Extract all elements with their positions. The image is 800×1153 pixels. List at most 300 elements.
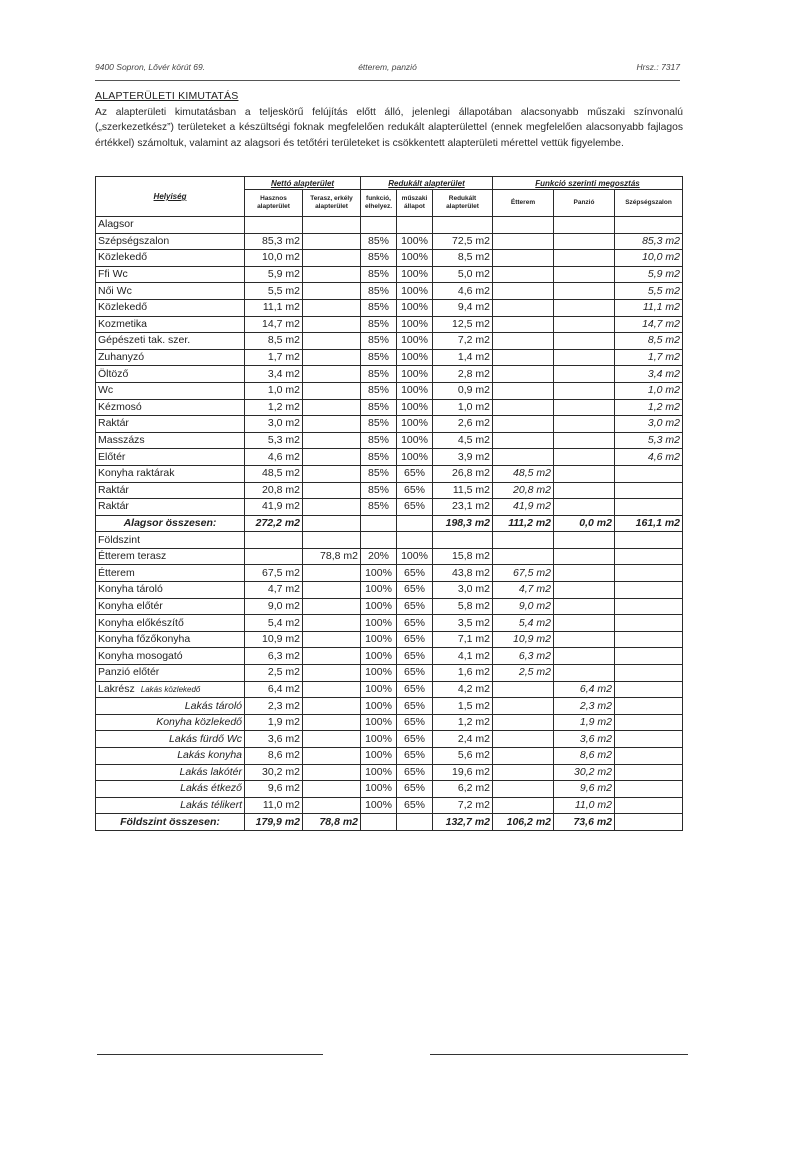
column-header: Szépségszalon <box>615 190 683 217</box>
room-name: Konyha raktárak <box>96 465 245 482</box>
cell-etterem: 2,5 m2 <box>493 665 554 682</box>
cell-terasz <box>303 333 361 350</box>
cell-redukalt: 1,5 m2 <box>433 698 493 715</box>
cell-panzio <box>554 615 615 632</box>
cell-panzio <box>554 349 615 366</box>
cell-etterem: 9,0 m2 <box>493 598 554 615</box>
cell-etterem: 4,7 m2 <box>493 582 554 599</box>
cell-etterem <box>493 233 554 250</box>
room-name: Étterem <box>96 565 245 582</box>
cell-panzio <box>554 333 615 350</box>
cell-funkcio-pct: 85% <box>361 366 397 383</box>
cell-etterem <box>493 266 554 283</box>
cell-szepsegszalon <box>615 764 683 781</box>
cell-szepsegszalon: 5,9 m2 <box>615 266 683 283</box>
table-row <box>96 797 683 814</box>
cell-terasz <box>303 416 361 433</box>
cell-szepsegszalon: 1,2 m2 <box>615 399 683 416</box>
cell-redukalt: 7,2 m2 <box>433 797 493 814</box>
cell-redukalt: 2,4 m2 <box>433 731 493 748</box>
cell-funkcio-pct: 85% <box>361 316 397 333</box>
cell-panzio <box>554 582 615 599</box>
room-name: Konyha tároló <box>96 582 245 599</box>
room-name: Öltöző <box>96 366 245 383</box>
cell-hasznos: 11,1 m2 <box>245 299 303 316</box>
table-row <box>96 698 683 715</box>
table-row <box>96 748 683 765</box>
cell-terasz <box>303 714 361 731</box>
cell-szepsegszalon: 11,1 m2 <box>615 299 683 316</box>
cell-hasznos: 2,3 m2 <box>245 698 303 715</box>
table-cell <box>615 217 683 234</box>
room-name: Gépészeti tak. szer. <box>96 333 245 350</box>
cell-etterem: 41,9 m2 <box>493 499 554 516</box>
table-row <box>96 548 683 565</box>
table-cell <box>303 532 361 549</box>
table-row <box>96 482 683 499</box>
cell-redukalt: 7,2 m2 <box>433 333 493 350</box>
table-row <box>96 465 683 482</box>
signature-line-right <box>430 1054 688 1055</box>
total-hasznos: 272,2 m2 <box>245 515 303 532</box>
cell-redukalt: 1,6 m2 <box>433 665 493 682</box>
cell-muszaki-pct: 65% <box>397 797 433 814</box>
cell-funkcio-pct: 85% <box>361 449 397 466</box>
cell-hasznos: 85,3 m2 <box>245 233 303 250</box>
header-address: 9400 Sopron, Lővér körút 69. <box>95 62 206 72</box>
cell-hasznos: 10,0 m2 <box>245 250 303 267</box>
column-header: Étterem <box>493 190 554 217</box>
header-subject: étterem, panzió <box>358 62 417 72</box>
cell-hasznos: 41,9 m2 <box>245 499 303 516</box>
total-row <box>96 814 683 831</box>
cell-terasz <box>303 283 361 300</box>
cell-panzio <box>554 449 615 466</box>
column-header: funkció, elhelyez. <box>361 190 397 217</box>
cell-funkcio-pct: 85% <box>361 333 397 350</box>
cell-etterem <box>493 283 554 300</box>
table-row <box>96 432 683 449</box>
cell-muszaki-pct: 100% <box>397 250 433 267</box>
cell-panzio: 6,4 m2 <box>554 681 615 698</box>
cell-terasz <box>303 565 361 582</box>
header-helyiseg: Helyiség <box>96 177 245 217</box>
cell-funkcio-pct: 85% <box>361 233 397 250</box>
table-cell <box>245 217 303 234</box>
cell-redukalt: 23,1 m2 <box>433 499 493 516</box>
cell-etterem: 6,3 m2 <box>493 648 554 665</box>
total-terasz: 78,8 m2 <box>303 814 361 831</box>
cell-panzio <box>554 465 615 482</box>
cell-muszaki-pct: 65% <box>397 482 433 499</box>
cell-muszaki-pct: 100% <box>397 349 433 366</box>
room-name: Raktár <box>96 499 245 516</box>
cell-etterem <box>493 449 554 466</box>
cell-funkcio-pct: 100% <box>361 748 397 765</box>
column-header: Panzió <box>554 190 615 217</box>
cell-terasz <box>303 665 361 682</box>
cell-muszaki-pct: 100% <box>397 283 433 300</box>
cell-hasznos: 1,0 m2 <box>245 382 303 399</box>
column-header: Terasz, erkély alapterület <box>303 190 361 217</box>
cell-muszaki-pct: 65% <box>397 465 433 482</box>
cell-szepsegszalon: 10,0 m2 <box>615 250 683 267</box>
cell-hasznos: 9,0 m2 <box>245 598 303 615</box>
cell-etterem <box>493 681 554 698</box>
cell-terasz <box>303 615 361 632</box>
cell-hasznos: 2,5 m2 <box>245 665 303 682</box>
cell-terasz <box>303 631 361 648</box>
cell-terasz <box>303 233 361 250</box>
cell-hasznos: 4,6 m2 <box>245 449 303 466</box>
cell-hasznos: 5,3 m2 <box>245 432 303 449</box>
table-cell <box>361 532 397 549</box>
cell-panzio <box>554 598 615 615</box>
cell-redukalt: 43,8 m2 <box>433 565 493 582</box>
cell-etterem <box>493 432 554 449</box>
cell-hasznos: 3,0 m2 <box>245 416 303 433</box>
cell-etterem <box>493 316 554 333</box>
cell-terasz <box>303 250 361 267</box>
table-cell <box>433 532 493 549</box>
cell-funkcio-pct: 100% <box>361 698 397 715</box>
cell-szepsegszalon <box>615 714 683 731</box>
cell-etterem <box>493 250 554 267</box>
cell-panzio <box>554 233 615 250</box>
cell-terasz <box>303 432 361 449</box>
cell-panzio <box>554 316 615 333</box>
cell-redukalt: 2,8 m2 <box>433 366 493 383</box>
cell-panzio <box>554 266 615 283</box>
cell-terasz <box>303 781 361 798</box>
cell-panzio <box>554 416 615 433</box>
table-row <box>96 250 683 267</box>
cell-muszaki-pct: 65% <box>397 499 433 516</box>
total-panzio: 0,0 m2 <box>554 515 615 532</box>
cell-funkcio-pct: 85% <box>361 299 397 316</box>
table-cell <box>397 515 433 532</box>
cell-muszaki-pct: 100% <box>397 548 433 565</box>
table-row <box>96 714 683 731</box>
table-cell <box>361 515 397 532</box>
cell-panzio <box>554 366 615 383</box>
cell-panzio: 8,6 m2 <box>554 748 615 765</box>
cell-hasznos: 9,6 m2 <box>245 781 303 798</box>
cell-szepsegszalon <box>615 748 683 765</box>
table-row <box>96 598 683 615</box>
total-szepsegszalon: 161,1 m2 <box>615 515 683 532</box>
cell-redukalt: 3,9 m2 <box>433 449 493 466</box>
cell-muszaki-pct: 100% <box>397 382 433 399</box>
cell-terasz <box>303 465 361 482</box>
cell-etterem <box>493 333 554 350</box>
cell-funkcio-pct: 85% <box>361 465 397 482</box>
cell-szepsegszalon <box>615 648 683 665</box>
section-row <box>96 532 683 549</box>
room-name: Lakás fürdő Wc <box>96 731 245 748</box>
room-name: Lakás étkező <box>96 781 245 798</box>
cell-funkcio-pct: 100% <box>361 615 397 632</box>
cell-muszaki-pct: 65% <box>397 615 433 632</box>
cell-panzio <box>554 299 615 316</box>
cell-funkcio-pct: 85% <box>361 349 397 366</box>
cell-funkcio-pct: 85% <box>361 382 397 399</box>
room-name: Konyha mosogató <box>96 648 245 665</box>
table-cell <box>433 217 493 234</box>
cell-etterem <box>493 698 554 715</box>
room-name: Lakás konyha <box>96 748 245 765</box>
cell-szepsegszalon <box>615 681 683 698</box>
cell-hasznos: 1,2 m2 <box>245 399 303 416</box>
lakresz-sub-label: Lakás közlekedő <box>140 684 201 694</box>
cell-szepsegszalon <box>615 631 683 648</box>
cell-hasznos <box>245 548 303 565</box>
cell-etterem <box>493 731 554 748</box>
section-row <box>96 217 683 234</box>
cell-redukalt: 12,5 m2 <box>433 316 493 333</box>
table-row <box>96 582 683 599</box>
cell-muszaki-pct: 65% <box>397 698 433 715</box>
cell-funkcio-pct: 100% <box>361 764 397 781</box>
table-row <box>96 665 683 682</box>
cell-muszaki-pct: 100% <box>397 416 433 433</box>
cell-muszaki-pct: 100% <box>397 366 433 383</box>
cell-redukalt: 11,5 m2 <box>433 482 493 499</box>
cell-muszaki-pct: 65% <box>397 731 433 748</box>
room-name: Konyha közlekedő <box>96 714 245 731</box>
cell-terasz <box>303 797 361 814</box>
cell-terasz <box>303 482 361 499</box>
cell-funkcio-pct: 85% <box>361 432 397 449</box>
cell-redukalt: 19,6 m2 <box>433 764 493 781</box>
cell-funkcio-pct: 85% <box>361 482 397 499</box>
table-row <box>96 333 683 350</box>
cell-funkcio-pct: 85% <box>361 399 397 416</box>
lakresz-label: Lakrész <box>98 682 135 695</box>
cell-panzio <box>554 499 615 516</box>
cell-etterem <box>493 382 554 399</box>
cell-szepsegszalon: 85,3 m2 <box>615 233 683 250</box>
room-name: Közlekedő <box>96 250 245 267</box>
cell-etterem: 48,5 m2 <box>493 465 554 482</box>
total-label: Alagsor összesen: <box>96 515 245 532</box>
cell-panzio: 9,6 m2 <box>554 781 615 798</box>
room-name: Kozmetika <box>96 316 245 333</box>
cell-terasz <box>303 316 361 333</box>
room-name: Lakás tároló <box>96 698 245 715</box>
cell-panzio: 30,2 m2 <box>554 764 615 781</box>
cell-szepsegszalon <box>615 565 683 582</box>
cell-terasz <box>303 582 361 599</box>
table-row <box>96 648 683 665</box>
table-row <box>96 565 683 582</box>
room-name: Konyha előkészítő <box>96 615 245 632</box>
cell-hasznos: 10,9 m2 <box>245 631 303 648</box>
area-table <box>95 176 683 831</box>
cell-terasz <box>303 382 361 399</box>
cell-terasz <box>303 299 361 316</box>
room-name: Konyha előtér <box>96 598 245 615</box>
table-row <box>96 615 683 632</box>
cell-funkcio-pct: 100% <box>361 681 397 698</box>
cell-redukalt: 5,6 m2 <box>433 748 493 765</box>
cell-szepsegszalon: 3,4 m2 <box>615 366 683 383</box>
cell-muszaki-pct: 100% <box>397 233 433 250</box>
cell-panzio <box>554 631 615 648</box>
cell-etterem <box>493 299 554 316</box>
cell-funkcio-pct: 85% <box>361 266 397 283</box>
cell-hasznos: 6,4 m2 <box>245 681 303 698</box>
cell-terasz <box>303 449 361 466</box>
cell-funkcio-pct: 100% <box>361 781 397 798</box>
cell-redukalt: 1,2 m2 <box>433 714 493 731</box>
table-row <box>96 266 683 283</box>
table-cell <box>397 532 433 549</box>
cell-hasznos: 8,6 m2 <box>245 748 303 765</box>
cell-redukalt: 4,6 m2 <box>433 283 493 300</box>
header-lot-number: Hrsz.: 7317 <box>636 62 680 72</box>
table-cell <box>493 532 554 549</box>
cell-panzio <box>554 482 615 499</box>
table-row <box>96 366 683 383</box>
cell-redukalt: 3,0 m2 <box>433 582 493 599</box>
cell-szepsegszalon <box>615 482 683 499</box>
cell-redukalt: 3,5 m2 <box>433 615 493 632</box>
table-cell <box>361 814 397 831</box>
cell-panzio: 1,9 m2 <box>554 714 615 731</box>
section-title: Földszint <box>96 532 245 549</box>
cell-muszaki-pct: 100% <box>397 316 433 333</box>
room-name: Konyha főzőkonyha <box>96 631 245 648</box>
cell-szepsegszalon: 14,7 m2 <box>615 316 683 333</box>
cell-etterem <box>493 349 554 366</box>
table-cell <box>245 532 303 549</box>
cell-szepsegszalon <box>615 465 683 482</box>
cell-hasznos: 11,0 m2 <box>245 797 303 814</box>
cell-hasznos: 30,2 m2 <box>245 764 303 781</box>
cell-funkcio-pct: 100% <box>361 731 397 748</box>
cell-szepsegszalon: 1,7 m2 <box>615 349 683 366</box>
cell-redukalt: 5,8 m2 <box>433 598 493 615</box>
cell-redukalt: 4,2 m2 <box>433 681 493 698</box>
cell-panzio: 11,0 m2 <box>554 797 615 814</box>
room-name <box>96 681 245 698</box>
cell-funkcio-pct: 20% <box>361 548 397 565</box>
cell-funkcio-pct: 100% <box>361 631 397 648</box>
cell-szepsegszalon: 4,6 m2 <box>615 449 683 466</box>
room-name: Wc <box>96 382 245 399</box>
page-header <box>95 62 680 81</box>
cell-muszaki-pct: 65% <box>397 681 433 698</box>
cell-funkcio-pct: 85% <box>361 283 397 300</box>
cell-etterem <box>493 797 554 814</box>
cell-etterem: 5,4 m2 <box>493 615 554 632</box>
cell-terasz <box>303 598 361 615</box>
cell-panzio <box>554 399 615 416</box>
table-cell <box>554 217 615 234</box>
table-row <box>96 781 683 798</box>
cell-muszaki-pct: 65% <box>397 781 433 798</box>
cell-redukalt: 26,8 m2 <box>433 465 493 482</box>
room-name: Raktár <box>96 482 245 499</box>
cell-redukalt: 2,6 m2 <box>433 416 493 433</box>
cell-hasznos: 6,3 m2 <box>245 648 303 665</box>
cell-muszaki-pct: 65% <box>397 764 433 781</box>
intro-paragraph: Az alapterületi kimutatásban a teljeskörű felújítás előtt álló, jelenlegi állapotában alacsonyabb műszaki színvonalú („szerkezetkész”) területeket a készültségi foknak megfelelően redukált alapterülettel (ennek megfelelően alacsonyabb fajlagos értékkel) számoltuk, valamint az alagsori és tetőtéri területeket is csökkentett alapterületi mérettel vettük figyelembe. <box>95 107 683 149</box>
column-header: műszaki állapot <box>397 190 433 217</box>
cell-etterem <box>493 399 554 416</box>
table-row <box>96 316 683 333</box>
cell-redukalt: 72,5 m2 <box>433 233 493 250</box>
cell-terasz <box>303 731 361 748</box>
cell-funkcio-pct: 100% <box>361 665 397 682</box>
cell-hasznos: 1,7 m2 <box>245 349 303 366</box>
cell-etterem <box>493 714 554 731</box>
cell-szepsegszalon <box>615 598 683 615</box>
cell-szepsegszalon: 1,0 m2 <box>615 382 683 399</box>
table-row <box>96 681 683 698</box>
total-hasznos: 179,9 m2 <box>245 814 303 831</box>
table-row <box>96 233 683 250</box>
cell-hasznos: 5,5 m2 <box>245 283 303 300</box>
cell-muszaki-pct: 100% <box>397 266 433 283</box>
cell-funkcio-pct: 85% <box>361 416 397 433</box>
cell-szepsegszalon: 8,5 m2 <box>615 333 683 350</box>
table-cell <box>303 217 361 234</box>
table-cell <box>615 532 683 549</box>
column-header: Hasznos alapterület <box>245 190 303 217</box>
cell-hasznos: 48,5 m2 <box>245 465 303 482</box>
column-header: Redukált alapterület <box>433 190 493 217</box>
cell-terasz <box>303 399 361 416</box>
cell-szepsegszalon <box>615 698 683 715</box>
cell-hasznos: 5,4 m2 <box>245 615 303 632</box>
cell-muszaki-pct: 65% <box>397 582 433 599</box>
room-name: Étterem terasz <box>96 548 245 565</box>
cell-etterem <box>493 781 554 798</box>
table-row <box>96 449 683 466</box>
room-name: Közlekedő <box>96 299 245 316</box>
header-funkcio: Funkció szerinti megosztás <box>493 177 683 190</box>
cell-szepsegszalon: 3,0 m2 <box>615 416 683 433</box>
table-header-group <box>96 177 683 190</box>
cell-szepsegszalon <box>615 582 683 599</box>
cell-muszaki-pct: 65% <box>397 714 433 731</box>
cell-muszaki-pct: 65% <box>397 648 433 665</box>
cell-redukalt: 0,9 m2 <box>433 382 493 399</box>
section-title: Alagsor <box>96 217 245 234</box>
cell-terasz <box>303 681 361 698</box>
cell-muszaki-pct: 100% <box>397 432 433 449</box>
cell-panzio <box>554 565 615 582</box>
cell-funkcio-pct: 100% <box>361 598 397 615</box>
section-title: ALAPTERÜLETI KIMUTATÁS <box>95 90 239 102</box>
cell-redukalt: 8,5 m2 <box>433 250 493 267</box>
cell-terasz <box>303 366 361 383</box>
cell-etterem <box>493 764 554 781</box>
cell-redukalt: 5,0 m2 <box>433 266 493 283</box>
cell-funkcio-pct: 85% <box>361 499 397 516</box>
cell-redukalt: 7,1 m2 <box>433 631 493 648</box>
cell-muszaki-pct: 65% <box>397 748 433 765</box>
cell-hasznos: 4,7 m2 <box>245 582 303 599</box>
room-name: Lakás lakótér <box>96 764 245 781</box>
cell-redukalt: 9,4 m2 <box>433 299 493 316</box>
cell-panzio <box>554 665 615 682</box>
total-label: Földszint összesen: <box>96 814 245 831</box>
cell-panzio: 3,6 m2 <box>554 731 615 748</box>
cell-panzio <box>554 283 615 300</box>
